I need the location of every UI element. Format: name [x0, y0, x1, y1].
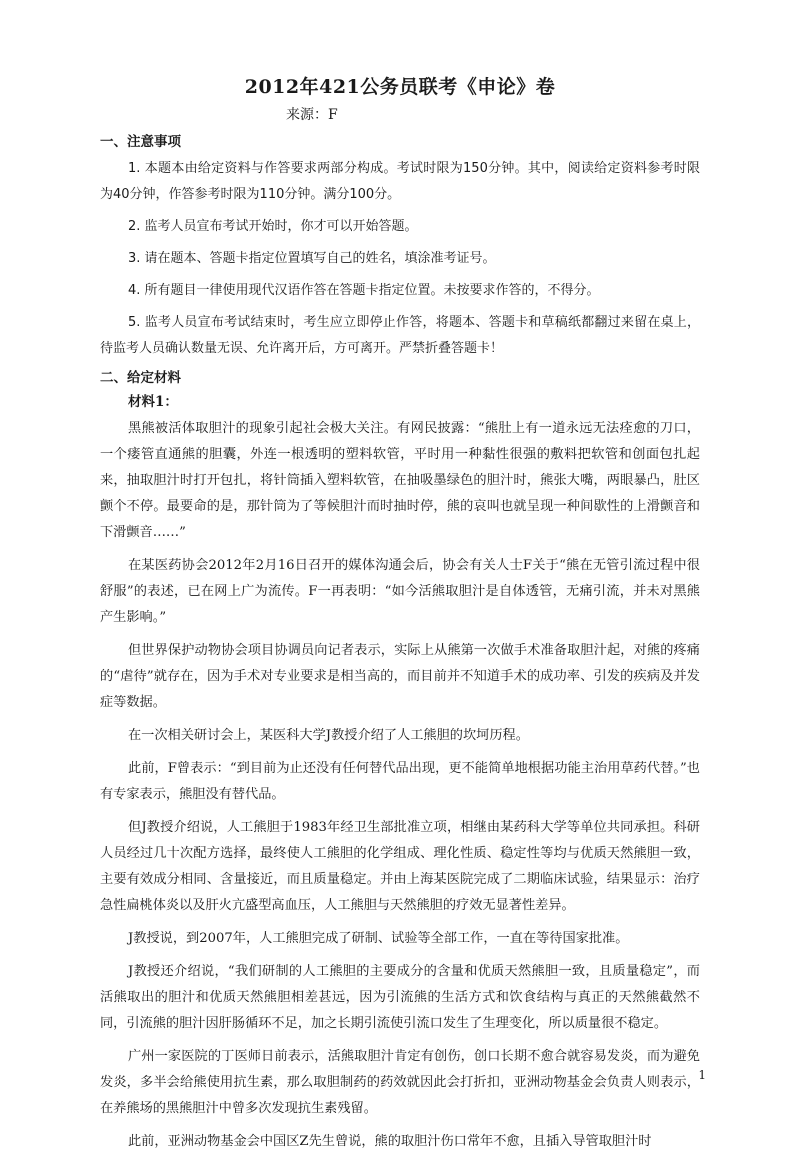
document-source: 来源：F — [286, 107, 338, 123]
material-label: 材料1： — [128, 394, 178, 410]
section-materials-heading: 二、给定材料 — [100, 370, 181, 386]
notice-item-3: 3. 请在题本、答题卡指定位置填写自己的姓名，填涂准考证号。 — [128, 251, 496, 266]
material-paragraph: 在一次相关研讨会上，某医科大学J教授介绍了人工熊胆的坎坷历程。 — [128, 728, 529, 743]
document-title: 2012年421公务员联考《申论》卷 — [244, 76, 556, 98]
material-paragraph: 在某医药协会2012年2月16日召开的媒体沟通会后，协会有关人士F关于“熊在无管引流过程中很舒服”的表述，已在网上广为流传。F一再表明：“如今活熊取胆汁是自体透管，无痛引流，并未对黑熊产生影响。” — [100, 558, 700, 625]
material-paragraph: 此前，F曾表示：“到目前为止还没有任何替代品出现，更不能简单地根据功能主治用草药代替。”也有专家表示，熊胆没有替代品。 — [100, 761, 700, 802]
material-paragraph: 黑熊被活体取胆汁的现象引起社会极大关注。有网民披露：“熊肚上有一道永远无法痊愈的刀口，一个瘘管直通熊的胆囊，外连一根透明的塑料软管，平时用一种黏性很强的敷料把软管和创面包扎起来，抽取胆汁时打开包扎，将针筒插入塑料软管，在抽吸墨绿色的胆汁时，熊张大嘴，两眼暴凸，肚区颤个不停。最要命的是，那针筒为了等候胆汁而时抽时停，熊的哀叫也就呈现一种间歇性的上滑颤音和下滑颤音……” — [100, 421, 700, 540]
section-notice-heading: 一、注意事项 — [100, 134, 181, 150]
material-paragraph: J教授说，到2007年，人工熊胆完成了研制、试验等全部工作，一直在等待国家批准。 — [128, 931, 629, 946]
material-paragraph: 但世界保护动物协会项目协调员向记者表示，实际上从熊第一次做手术准备取胆汁起，对熊的疼痛的“虐待”就存在，因为手术对专业要求是相当高的，而目前并不知道手术的成功率、引发的疾病及并发症等数据。 — [100, 643, 700, 710]
page-number: 1 — [698, 1068, 706, 1082]
notice-item-4: 4. 所有题目一律使用现代汉语作答在答题卡指定位置。未按要求作答的，不得分。 — [128, 283, 600, 298]
document-body — [100, 72, 700, 1162]
notice-item-5: 5. 监考人员宣布考试结束时，考生应立即停止作答，将题本、答题卡和草稿纸都翻过来留在桌上，待监考人员确认数量无误、允许离开后，方可离开。严禁折叠答题卡！ — [100, 315, 700, 356]
notice-item-1: 1. 本题本由给定资料与作答要求两部分构成。考试时限为150分钟。其中，阅读给定资料参考时限为40分钟，作答参考时限为110分钟。满分100分。 — [100, 161, 700, 202]
material-paragraph: 但J教授介绍说，人工熊胆于1983年经卫生部批准立项，相继由某药科大学等单位共同承担。科研人员经过几十次配方选择，最终使人工熊胆的化学组成、理化性质、稳定性等均与优质天然熊胆一致，主要有效成分相同、含量接近，而且质量稳定。并由上海某医院完成了二期临床试验，结果显示：治疗急性扁桃体炎以及肝火亢盛型高血压，人工熊胆与天然熊胆的疗效无显著性差异。 — [100, 820, 700, 913]
material-paragraph: J教授还介绍说，“我们研制的人工熊胆的主要成分的含量和优质天然熊胆一致，且质量稳定”，而活熊取出的胆汁和优质天然熊胆相差甚远，因为引流熊的生活方式和饮食结构与真正的天然熊截然不同，引流熊的胆汁因肝肠循环不足，加之长期引流使引流口发生了生理变化，所以质量很不稳定。 — [100, 964, 700, 1031]
material-paragraph: 此前，亚洲动物基金会中国区Z先生曾说，熊的取胆汁伤口常年不愈，且插入导管取胆汁时 — [128, 1134, 652, 1149]
notice-item-2: 2. 监考人员宣布考试开始时，你才可以开始答题。 — [128, 219, 418, 234]
material-paragraph: 广州一家医院的丁医师日前表示，活熊取胆汁肯定有创伤，创口长期不愈合就容易发炎，而为避免发炎，多半会给熊使用抗生素，那么取胆制药的药效就因此会打折扣，亚洲动物基金会负责人则表示，在养熊场的黑熊胆汁中曾多次发现抗生素残留。 — [100, 1049, 700, 1116]
